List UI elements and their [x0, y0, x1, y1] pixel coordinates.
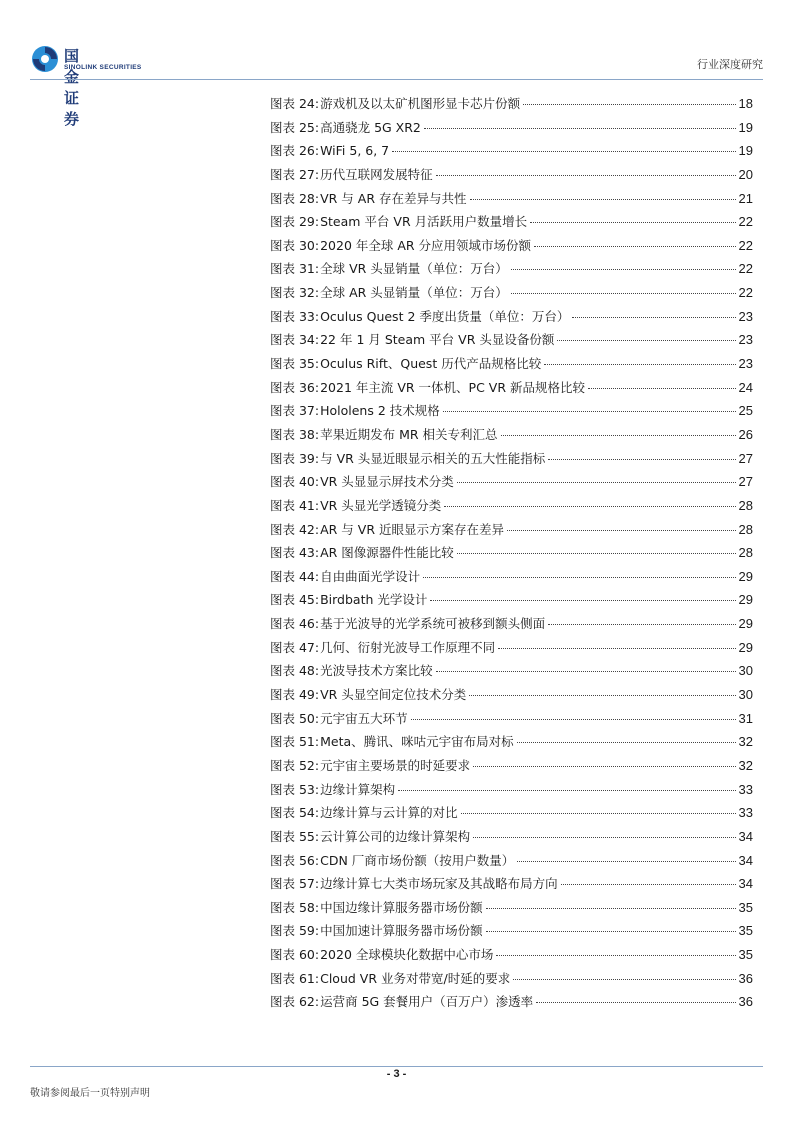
toc-entry-label: 图表 62:	[270, 994, 320, 1010]
toc-entry-label: 图表 54:	[270, 805, 320, 821]
toc-entry-label: 图表 38:	[270, 426, 320, 442]
logo-english-name: SINOLINK SECURITIES	[64, 64, 142, 71]
toc-dot-leader	[507, 530, 736, 531]
toc-entry-title: 游戏机及以太矿机图形显卡芯片份额	[320, 96, 521, 111]
toc-entry-page: 35	[738, 947, 753, 963]
toc-entry[interactable]	[270, 780, 753, 804]
toc-entry-label: 图表 40:	[270, 474, 320, 490]
toc-entry[interactable]	[270, 638, 753, 662]
toc-entry-page: 27	[738, 450, 753, 466]
toc-entry-title: AR 与 VR 近眼显示方案存在差异	[320, 521, 504, 537]
toc-entry-title: 基于光波导的光学系统可被移到额头侧面	[320, 616, 546, 632]
toc-dot-leader	[473, 766, 735, 767]
toc-dot-leader	[511, 269, 736, 270]
toc-entry[interactable]	[270, 330, 753, 354]
toc-entry[interactable]	[270, 94, 753, 118]
toc-entry-page: 33	[738, 781, 753, 797]
toc-entry-page: 23	[738, 332, 753, 348]
toc-entry-label: 图表 25:	[270, 119, 320, 135]
toc-dot-leader	[486, 908, 736, 909]
toc-dot-leader	[473, 837, 735, 838]
toc-entry-page: 29	[738, 592, 753, 608]
toc-entry[interactable]	[270, 685, 753, 709]
toc-entry-page: 18	[738, 96, 753, 111]
toc-entry-label: 图表 34:	[270, 332, 320, 348]
toc-entry-page: 22	[738, 237, 753, 253]
toc-entry-page: 26	[738, 426, 753, 442]
toc-entry-title: 2020 全球模块化数据中心市场	[320, 947, 494, 963]
toc-dot-leader	[436, 175, 736, 176]
toc-entry-title: 中国加速计算服务器市场份额	[320, 923, 483, 939]
toc-dot-leader	[536, 1002, 735, 1003]
toc-dot-leader	[548, 624, 735, 625]
toc-entry[interactable]	[270, 118, 753, 142]
toc-dot-leader	[511, 293, 736, 294]
toc-entry-page: 28	[738, 521, 753, 537]
toc-entry[interactable]	[270, 543, 753, 567]
toc-entry-page: 34	[738, 828, 753, 844]
toc-dot-leader	[392, 151, 735, 152]
toc-entry-page: 29	[738, 639, 753, 655]
toc-entry-label: 图表 49:	[270, 687, 320, 703]
toc-entry-label: 图表 31:	[270, 261, 320, 277]
toc-entry[interactable]	[270, 590, 753, 614]
toc-entry-title: 历代互联网发展特征	[320, 166, 433, 182]
toc-entry[interactable]	[270, 567, 753, 591]
toc-entry-page: 27	[738, 474, 753, 490]
toc-entry[interactable]	[270, 141, 753, 165]
toc-dot-leader	[423, 577, 735, 578]
toc-entry-label: 图表 56:	[270, 852, 320, 868]
toc-entry[interactable]	[270, 851, 753, 875]
report-type: 行业深度研究	[697, 58, 763, 71]
toc-entry[interactable]	[270, 378, 753, 402]
toc-entry-title: VR 与 AR 存在差异与共性	[320, 190, 467, 206]
toc-entry-label: 图表 27:	[270, 166, 320, 182]
toc-dot-leader	[498, 648, 735, 649]
toc-entry-page: 34	[738, 876, 753, 892]
toc-entry-page: 19	[738, 143, 753, 159]
toc-dot-leader	[496, 955, 735, 956]
toc-dot-leader	[469, 695, 735, 696]
toc-dot-leader	[444, 506, 735, 507]
toc-entry-title: 几何、衍射光波导工作原理不同	[320, 639, 496, 655]
toc-entry-title: WiFi 5, 6, 7	[320, 143, 390, 159]
toc-entry-page: 25	[738, 403, 753, 419]
toc-entry[interactable]	[270, 189, 753, 213]
toc-entry-page: 22	[738, 261, 753, 277]
toc-entry-title: 自由曲面光学设计	[320, 568, 421, 584]
toc-entry-label: 图表 51:	[270, 734, 320, 750]
toc-entry-page: 31	[738, 710, 753, 726]
toc-entry-label: 图表 30:	[270, 237, 320, 253]
toc-entry[interactable]	[270, 969, 753, 993]
toc-dot-leader	[530, 222, 735, 223]
toc-entry-title: 边缘计算七大类市场玩家及其战略布局方向	[320, 876, 558, 892]
toc-entry[interactable]	[270, 212, 753, 236]
toc-entry[interactable]	[270, 401, 753, 425]
toc-entry-title: 全球 VR 头显销量（单位：万台）	[320, 261, 508, 277]
toc-entry-title: 22 年 1 月 Steam 平台 VR 头显设备份额	[320, 332, 555, 348]
toc-entry-page: 35	[738, 899, 753, 915]
toc-entry-title: CDN 厂商市场份额（按用户数量）	[320, 852, 515, 868]
toc-entry[interactable]	[270, 992, 753, 1016]
toc-entry-page: 20	[738, 166, 753, 182]
toc-dot-leader	[398, 790, 735, 791]
toc-entry-label: 图表 28:	[270, 190, 320, 206]
toc-entry-page: 22	[738, 214, 753, 230]
toc-entry-page: 32	[738, 757, 753, 773]
toc-entry[interactable]	[270, 732, 753, 756]
toc-dot-leader	[513, 979, 735, 980]
toc-entry[interactable]	[270, 614, 753, 638]
toc-entry[interactable]	[270, 898, 753, 922]
toc-entry-title: Cloud VR 业务对带宽/时延的要求	[320, 970, 511, 986]
toc-entry-label: 图表 46:	[270, 616, 320, 632]
toc-dot-leader	[457, 553, 736, 554]
toc-entry-title: 全球 AR 头显销量（单位：万台）	[320, 285, 508, 301]
toc-entry-title: 边缘计算与云计算的对比	[320, 805, 458, 821]
toc-entry-title: Birdbath 光学设计	[320, 592, 428, 608]
toc-entry[interactable]	[270, 661, 753, 685]
toc-entry-page: 30	[738, 663, 753, 679]
toc-entry-page: 24	[738, 379, 753, 395]
toc-dot-leader	[572, 317, 735, 318]
toc-entry-title: 光波导技术方案比较	[320, 663, 433, 679]
toc-entry-title: VR 头显光学透镜分类	[320, 497, 442, 513]
toc-entry-title: 元宇宙五大环节	[320, 710, 408, 726]
toc-entry-label: 图表 60:	[270, 947, 320, 963]
toc-entry-title: 运营商 5G 套餐用户（百万户）渗透率	[320, 994, 534, 1010]
toc-entry-page: 28	[738, 497, 753, 513]
toc-entry-page: 32	[738, 734, 753, 750]
toc-entry-label: 图表 55:	[270, 828, 320, 844]
toc-entry-title: 与 VR 头显近眼显示相关的五大性能指标	[320, 450, 546, 466]
toc-entry-label: 图表 29:	[270, 214, 320, 230]
toc-dot-leader	[548, 459, 735, 460]
toc-entry-label: 图表 50:	[270, 710, 320, 726]
toc-entry-page: 36	[738, 970, 753, 986]
toc-entry-title: Meta、腾讯、咪咕元宇宙布局对标	[320, 734, 514, 750]
toc-dot-leader	[534, 246, 735, 247]
toc-entry-label: 图表 48:	[270, 663, 320, 679]
toc-entry-label: 图表 45:	[270, 592, 320, 608]
toc-entry-page: 21	[738, 190, 753, 206]
toc-entry[interactable]	[270, 756, 753, 780]
header-divider	[30, 79, 763, 80]
toc-dot-leader	[517, 861, 735, 862]
toc-entry-title: 元宇宙主要场景的时延要求	[320, 757, 471, 773]
toc-dot-leader	[461, 813, 736, 814]
toc-dot-leader	[544, 364, 735, 365]
toc-entry-label: 图表 39:	[270, 450, 320, 466]
toc-entry[interactable]	[270, 921, 753, 945]
toc-entry-label: 图表 58:	[270, 899, 320, 915]
toc-entry-label: 图表 24:	[270, 96, 320, 111]
toc-entry-label: 图表 61:	[270, 970, 320, 986]
toc-entry-title: Oculus Rift、Quest 历代产品规格比较	[320, 356, 542, 372]
toc-entry-label: 图表 47:	[270, 639, 320, 655]
toc-entry-label: 图表 33:	[270, 308, 320, 324]
toc-entry-page: 36	[738, 994, 753, 1010]
toc-entry-title: 边缘计算架构	[320, 781, 396, 797]
toc-entry[interactable]	[270, 803, 753, 827]
toc-entry-title: 云计算公司的边缘计算架构	[320, 828, 471, 844]
toc-entry-label: 图表 44:	[270, 568, 320, 584]
toc-entry-title: 苹果近期发布 MR 相关专利汇总	[320, 426, 498, 442]
toc-entry[interactable]	[270, 496, 753, 520]
toc-dot-leader	[501, 435, 736, 436]
toc-entry-title: 2020 年全球 AR 分应用领域市场份额	[320, 237, 532, 253]
toc-entry[interactable]	[270, 259, 753, 283]
toc-entry-label: 图表 57:	[270, 876, 320, 892]
toc-entry-label: 图表 37:	[270, 403, 320, 419]
toc-dot-leader	[557, 340, 735, 341]
toc-entry-page: 30	[738, 687, 753, 703]
toc-entry[interactable]	[270, 354, 753, 378]
toc-dot-leader	[523, 104, 735, 105]
toc-entry[interactable]	[270, 945, 753, 969]
toc-dot-leader	[430, 600, 735, 601]
toc-entry-label: 图表 41:	[270, 497, 320, 513]
toc-dot-leader	[436, 671, 736, 672]
toc-entry-title: Steam 平台 VR 月活跃用户数量增长	[320, 214, 528, 230]
toc-entry-page: 28	[738, 545, 753, 561]
toc-entry-title: AR 图像源器件性能比较	[320, 545, 454, 561]
toc-dot-leader	[457, 482, 736, 483]
toc-entry-page: 29	[738, 568, 753, 584]
toc-entry-title: 2021 年主流 VR 一体机、PC VR 新品规格比较	[320, 379, 586, 395]
logo-chinese-name: 国金证券	[64, 47, 81, 128]
toc-entry-page: 35	[738, 923, 753, 939]
toc-entry-title: 中国边缘计算服务器市场份额	[320, 899, 483, 915]
footer-divider	[30, 1066, 763, 1067]
toc-dot-leader	[470, 199, 736, 200]
toc-entry-title: 高通骁龙 5G XR2	[320, 119, 421, 135]
toc-entry-page: 19	[738, 119, 753, 135]
toc-entry[interactable]	[270, 520, 753, 544]
toc-entry[interactable]	[270, 472, 753, 496]
toc-dot-leader	[424, 128, 736, 129]
toc-entry-label: 图表 52:	[270, 757, 320, 773]
toc-dot-leader	[588, 388, 736, 389]
toc-entry-label: 图表 36:	[270, 379, 320, 395]
toc-dot-leader	[411, 719, 736, 720]
toc-entry[interactable]	[270, 449, 753, 473]
toc-entry-title: VR 头显空间定位技术分类	[320, 687, 467, 703]
toc-entry[interactable]	[270, 165, 753, 189]
toc-entry-label: 图表 26:	[270, 143, 320, 159]
toc-entry-label: 图表 59:	[270, 923, 320, 939]
toc-entry[interactable]	[270, 425, 753, 449]
toc-entry-title: Oculus Quest 2 季度出货量（单位：万台）	[320, 308, 570, 324]
toc-entry[interactable]	[270, 827, 753, 851]
toc-entry[interactable]	[270, 283, 753, 307]
toc-entry-label: 图表 35:	[270, 356, 320, 372]
toc-entry[interactable]	[270, 874, 753, 898]
toc-entry[interactable]	[270, 236, 753, 260]
toc-entry-page: 33	[738, 805, 753, 821]
toc-dot-leader	[561, 884, 736, 885]
toc-dot-leader	[443, 411, 736, 412]
toc-dot-leader	[486, 931, 736, 932]
toc-entry-page: 22	[738, 285, 753, 301]
toc-entry-page: 23	[738, 308, 753, 324]
disclaimer-text: 敬请参阅最后一页特别声明	[30, 1088, 150, 1099]
toc-entry-label: 图表 53:	[270, 781, 320, 797]
toc-entry-label: 图表 32:	[270, 285, 320, 301]
sinolink-logo-icon	[30, 44, 60, 74]
toc-entry[interactable]	[270, 307, 753, 331]
toc-entry-page: 34	[738, 852, 753, 868]
toc-dot-leader	[517, 742, 736, 743]
toc-entry-page: 23	[738, 356, 753, 372]
toc-entry-title: VR 头显显示屏技术分类	[320, 474, 454, 490]
toc-entry-label: 图表 42:	[270, 521, 320, 537]
toc-entry-title: Hololens 2 技术规格	[320, 403, 440, 419]
table-of-contents	[270, 94, 753, 1016]
toc-entry-label: 图表 43:	[270, 545, 320, 561]
toc-entry-page: 29	[738, 616, 753, 632]
toc-entry[interactable]	[270, 709, 753, 733]
page-number: - 3 -	[386, 1068, 407, 1080]
